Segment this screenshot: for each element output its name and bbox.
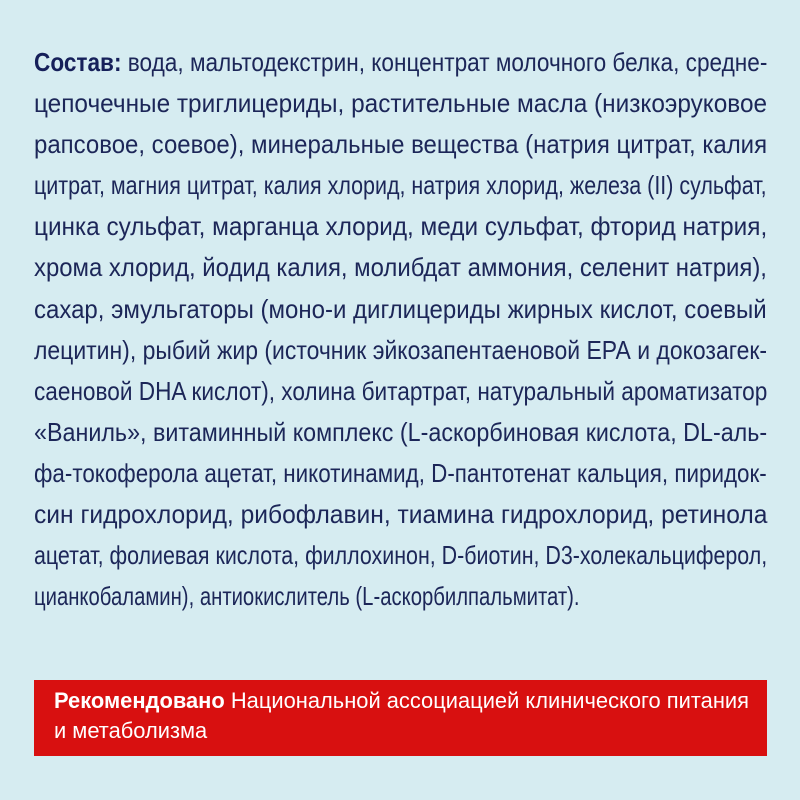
composition-line [34, 247, 767, 288]
composition-line [34, 494, 767, 535]
banner-text: Национальной ассоциацией клинического питания [230, 688, 750, 713]
banner-line [54, 718, 208, 744]
composition-line [34, 535, 767, 576]
composition-line-text: цинка сульфат, марганца хлорид, меди сульфат, фторид натрия, [34, 211, 768, 242]
composition-line-text: син гидрохлорид, рибофлавин, тиамина гидрохлорид, ретинола [34, 499, 768, 530]
recommendation-banner [34, 680, 767, 756]
composition-line [34, 330, 767, 371]
composition-line-text: «Ваниль», витаминный комплекс (L-аскорбиновая кислота, DL-аль- [34, 416, 768, 447]
composition-line-text: хрома хлорид, йодид калия, молибдат аммония, селенит натрия), [34, 252, 767, 283]
banner-text: и метаболизма [54, 718, 208, 743]
composition-line [34, 124, 767, 165]
composition-line [34, 576, 767, 617]
composition-line [34, 165, 767, 206]
composition-line-text: цианкобаламин), антиокислитель (L-аскорбилпальмитат). [34, 581, 580, 612]
composition-line-text: сахар, эмульгаторы (моно-и диглицериды жирных кислот, соевый [34, 293, 767, 324]
composition-line [34, 453, 767, 494]
composition-line-text: цитрат, магния цитрат, калия хлорид, натрия хлорид, железа (II) сульфат, [34, 170, 767, 201]
composition-text [34, 42, 767, 617]
banner-bold: Рекомендовано [54, 688, 225, 713]
composition-line [34, 412, 767, 453]
composition-line [34, 83, 767, 124]
composition-line-text: вода, мальтодекстрин, концентрат молочного белка, средне- [127, 47, 768, 77]
composition-line [34, 371, 767, 412]
composition-line-text: лецитин), рыбий жир (источник эйкозапентаеновой ЕРА и докозагек- [34, 334, 768, 365]
composition-line-text: фа-токоферола ацетат, никотинамид, D-пантотенат кальция, пиридок- [34, 457, 767, 488]
composition-line-text: саеновой DHA кислот), холина битартрат, натуральный ароматизатор [34, 375, 768, 406]
composition-line-text: рапсовое, соевое), минеральные вещества (натрия цитрат, калия [34, 129, 768, 160]
composition-line [34, 206, 767, 247]
composition-line-text: ацетат, фолиевая кислота, филлохинон, D-биотин, D3-холекальциферол, [34, 540, 768, 571]
composition-line [34, 42, 767, 83]
banner-line [54, 688, 753, 714]
composition-line-text: цепочечные триглицериды, растительные масла (низкоэруковое [34, 88, 768, 119]
composition-label: Состав: [34, 47, 122, 77]
composition-line [34, 289, 767, 330]
